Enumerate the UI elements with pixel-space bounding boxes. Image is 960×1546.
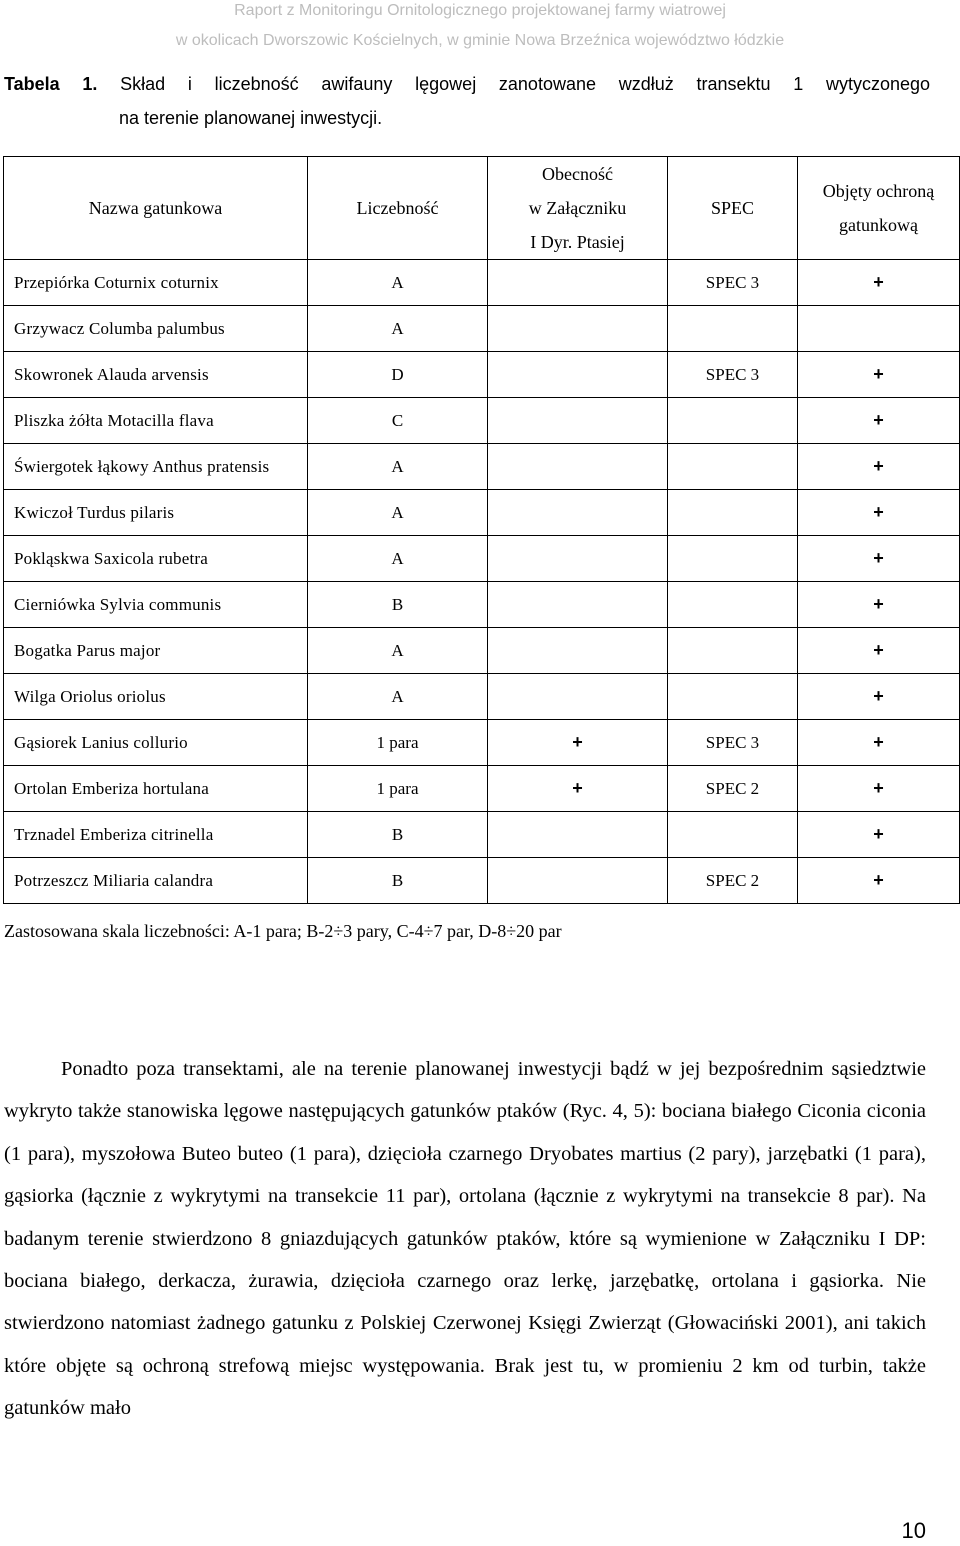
annex-cell [488,628,668,674]
annex-cell [488,536,668,582]
count-cell: C [308,398,488,444]
species-name: Trznadel Emberiza citrinella [4,812,308,858]
spec-cell [668,674,798,720]
species-name: Kwiczoł Turdus pilaris [4,490,308,536]
annex-cell [488,398,668,444]
table-row [4,582,960,628]
protected-cell: + [798,490,960,536]
table-row [4,444,960,490]
table-row [4,628,960,674]
species-name: Pokląskwa Saxicola rubetra [4,536,308,582]
annex-cell [488,812,668,858]
table-row [4,858,960,904]
annex-cell: + [488,766,668,812]
col-header-protected-line1: Objęty ochroną [822,181,935,201]
species-name: Gąsiorek Lanius collurio [4,720,308,766]
protected-cell: + [798,766,960,812]
col-header-annex [488,157,668,260]
count-cell: 1 para [308,766,488,812]
species-name: Bogatka Parus major [4,628,308,674]
spec-cell: SPEC 2 [668,858,798,904]
page-number: 10 [901,1518,926,1543]
table-row [4,812,960,858]
protected-cell: + [798,444,960,490]
table-caption-text: Skład i liczebność awifauny lęgowej zanotowane wzdłuż transektu 1 wytyczonego [120,74,930,94]
count-cell: B [308,582,488,628]
protected-cell: + [798,582,960,628]
table-row [4,352,960,398]
col-header-annex-line1: Obecność [542,164,613,184]
table-caption [4,68,930,100]
annex-cell [488,260,668,306]
species-name: Skowronek Alauda arvensis [4,352,308,398]
species-name: Grzywacz Columba palumbus [4,306,308,352]
spec-cell: SPEC 3 [668,260,798,306]
table-body [4,260,960,904]
protected-cell: + [798,812,960,858]
species-name: Świergotek łąkowy Anthus pratensis [4,444,308,490]
annex-cell [488,490,668,536]
annex-cell [488,858,668,904]
protected-cell: + [798,858,960,904]
spec-cell [668,398,798,444]
col-header-spec: SPEC [668,157,798,260]
species-name: Przepiórka Coturnix coturnix [4,260,308,306]
annex-cell: + [488,720,668,766]
table-caption-label: Tabela 1. [4,74,98,94]
count-cell: A [308,444,488,490]
protected-cell: + [798,720,960,766]
spec-cell [668,812,798,858]
abundance-scale-note: Zastosowana skala liczebności: A-1 para; B-2÷3 pary, C-4÷7 par, D-8÷20 par [4,921,562,941]
annex-cell [488,306,668,352]
spec-cell: SPEC 3 [668,352,798,398]
spec-cell: SPEC 3 [668,720,798,766]
body-text [4,1048,926,1430]
spec-cell [668,628,798,674]
spec-cell [668,306,798,352]
col-header-name: Nazwa gatunkowa [4,157,308,260]
count-cell: B [308,812,488,858]
species-name: Potrzeszcz Miliaria calandra [4,858,308,904]
table-row [4,536,960,582]
table-row [4,490,960,536]
species-name: Ortolan Emberiza hortulana [4,766,308,812]
count-cell: A [308,536,488,582]
col-header-annex-line3: I Dyr. Ptasiej [530,232,625,252]
count-cell: A [308,306,488,352]
table-row [4,766,960,812]
annex-cell [488,582,668,628]
count-cell: A [308,260,488,306]
body-paragraph: Ponadto poza transektami, ale na terenie planowanej inwestycji bądź w jej bezpośrednim sąsiedztwie wykryto także stanowiska lęgowe następujących gatunków ptaków (Ryc. 4, 5): bociana białego Ciconia ciconia (1 para), myszołowa Buteo buteo (1 para), dzięcioła czarnego Dryobates martius (2 pary), jarzębatki (1 para), gąsiorka (łącznie z wykrytymi na transekcie 11 par), ortolana (łącznie z wykrytymi na transekcie 8 par). Na badanym terenie stwierdzono 8 gniazdujących gatunków ptaków, które są wymienione w Załączniku I DP: bociana białego, derkacza, żurawia, dzięcioła czarnego oraz lerkę, jarzębatkę, ortolana i gąsiorka. Nie stwierdzono natomiast żadnego gatunku z Polskiej Czerwonej Księgi Zwierząt (Głowaciński 2001), ani takich które objęte są ochroną strefową miejsc występowania. Brak jest tu, w promieniu 2 km od turbin, także gatunków mało [4,1058,926,1420]
spec-cell [668,490,798,536]
col-header-count: Liczebność [308,157,488,260]
report-header-line2: w okolicach Dworszowic Kościelnych, w gminie Nowa Brzeźnica województwo łódzkie [175,32,785,49]
species-table [3,156,960,904]
col-header-protected-line2: gatunkową [839,215,918,235]
table-row [4,398,960,444]
species-name: Pliszka żółta Motacilla flava [4,398,308,444]
table-row [4,306,960,352]
protected-cell: + [798,674,960,720]
protected-cell: + [798,398,960,444]
count-cell: D [308,352,488,398]
table-header-row [4,157,960,260]
spec-cell [668,444,798,490]
count-cell: A [308,674,488,720]
count-cell: B [308,858,488,904]
table-caption-continued: na terenie planowanej inwestycji. [119,108,383,128]
species-name: Cierniówka Sylvia communis [4,582,308,628]
count-cell: A [308,628,488,674]
report-header-line1: Raport z Monitoringu Ornitologicznego projektowanej farmy wiatrowej [234,2,726,19]
protected-cell: + [798,260,960,306]
table-row [4,260,960,306]
species-name: Wilga Oriolus oriolus [4,674,308,720]
col-header-annex-line2: w Załączniku [528,198,627,218]
protected-cell: + [798,628,960,674]
annex-cell [488,674,668,720]
annex-cell [488,352,668,398]
table-row [4,720,960,766]
protected-cell [798,306,960,352]
col-header-protected [798,157,960,260]
spec-cell [668,582,798,628]
table-row [4,674,960,720]
count-cell: A [308,490,488,536]
spec-cell: SPEC 2 [668,766,798,812]
count-cell: 1 para [308,720,488,766]
protected-cell: + [798,352,960,398]
spec-cell [668,536,798,582]
protected-cell: + [798,536,960,582]
annex-cell [488,444,668,490]
